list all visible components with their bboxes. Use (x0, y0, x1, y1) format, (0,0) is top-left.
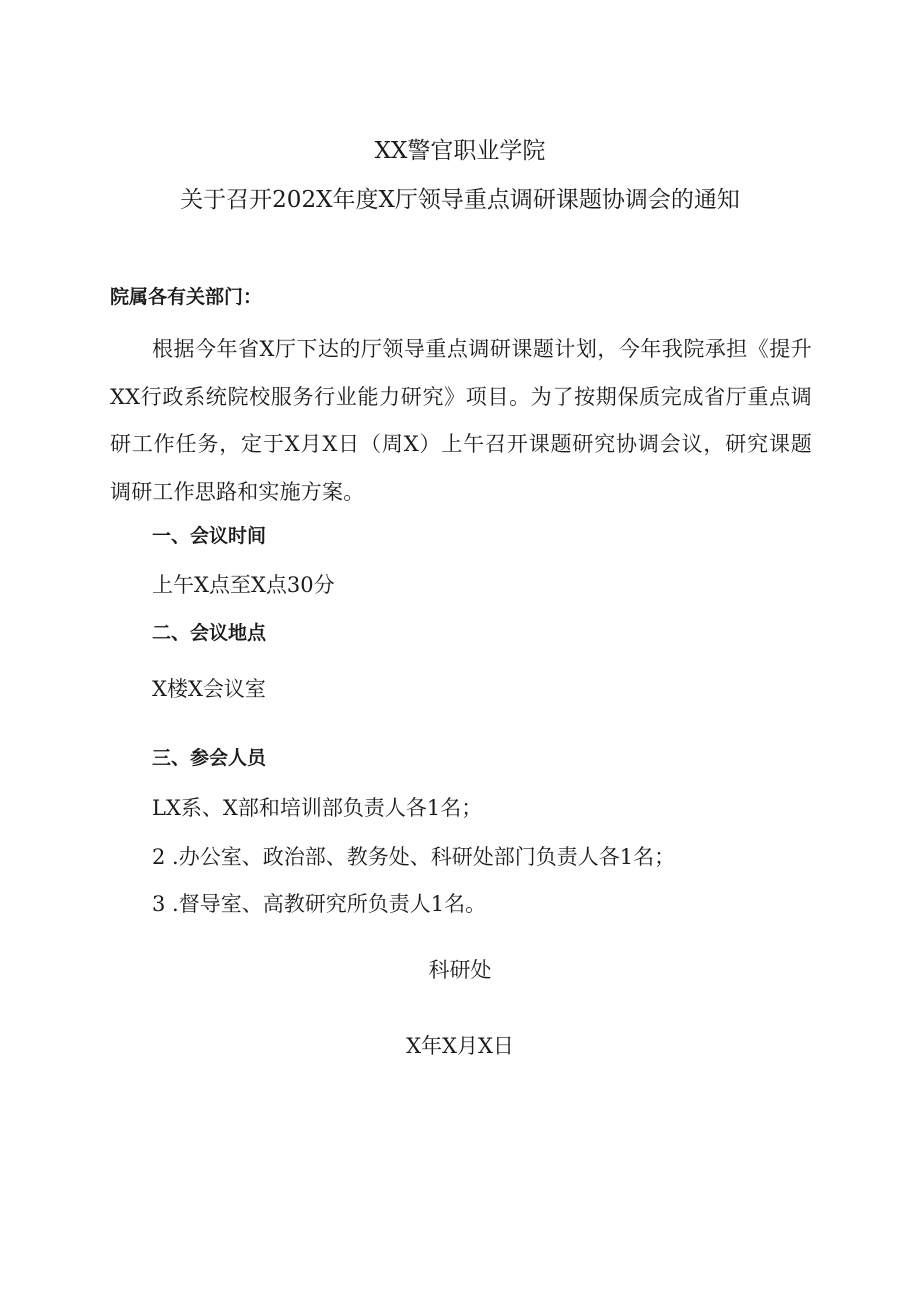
salutation: 院属各有关部门： (110, 286, 263, 308)
section-heading-location: 二、会议地点 (152, 622, 267, 644)
section-heading-time: 一、会议时间 (152, 525, 267, 547)
meeting-time: 上午X点至X点30分 (152, 573, 335, 597)
issue-date: X年X月X日 (406, 1034, 514, 1058)
attendee-item: LX系、X部和培训部负责人各1名； (152, 796, 483, 820)
notice-title: 关于召开202X年度X厅领导重点调研课题协调会的通知 (180, 187, 740, 213)
issuer-signature: 科研处 (428, 958, 492, 982)
section-heading-attendees: 三、参会人员 (152, 747, 267, 769)
attendee-item: 3 .督导室、高教研究所负责人1名。 (152, 892, 487, 916)
intro-paragraph: 根据今年省X厅下达的厅领导重点调研课题计划，今年我院承担《提升XX行政系统院校服务行业能力研究》项目。为了按期保质完成省厅重点调研工作任务，定于X月X日（周X）上午召开课题研究协调会议，研究课题调研工作思路和实施方案。 (110, 337, 812, 504)
meeting-location: X楼X会议室 (152, 677, 266, 701)
institution-title: XX警官职业学院 (374, 138, 546, 164)
attendee-item: 2 .办公室、政治部、教务处、科研处部门负责人各1名； (152, 845, 676, 869)
